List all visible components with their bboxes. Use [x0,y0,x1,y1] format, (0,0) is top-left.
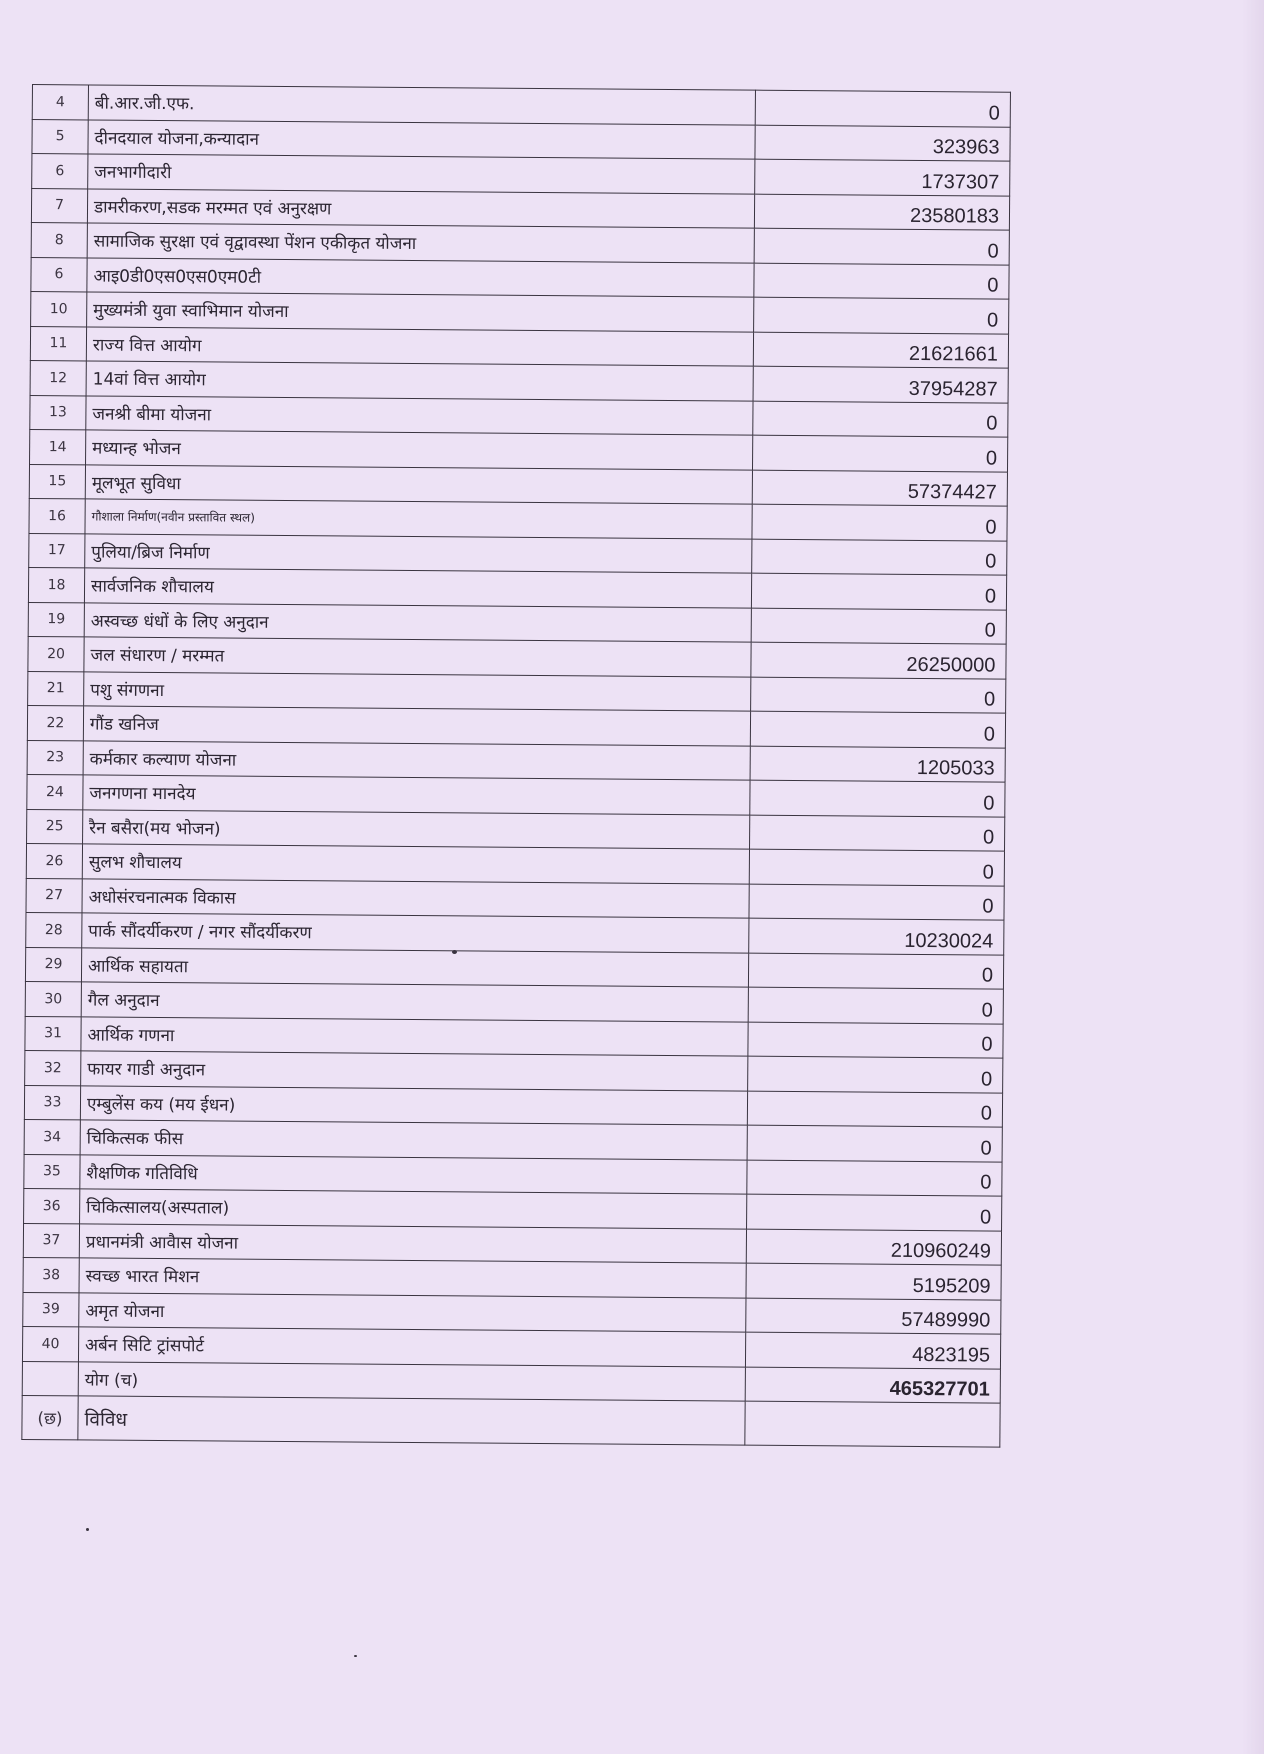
row-amount: 0 [753,401,1008,438]
row-scheme-name: आइ0डी0एस0एस0एम0टी [87,257,754,297]
row-amount: 210960249 [746,1229,1001,1266]
row-scheme-name: दीनदयाल योजना,कन्यादान [88,119,755,159]
row-serial: 17 [29,533,85,568]
row-serial: 40 [22,1326,78,1361]
row-scheme-name: मुख्यमंत्री युवा स्वाभिमान योजना [87,292,754,332]
row-scheme-name: 14वां वित्त आयोग [86,361,753,401]
row-scheme-name: एम्बुलेंस कय (मय ईधन) [80,1085,747,1125]
row-amount: 0 [748,953,1003,990]
row-serial: 6 [32,154,88,189]
row-amount: 0 [751,608,1006,645]
row-amount: 0 [749,849,1004,886]
row-scheme-name: गैल अनुदान [81,982,748,1022]
row-scheme-name: पुलिया/ब्रिज निर्माण [85,533,752,573]
row-scheme-name: चिकित्सक फीस [80,1120,747,1160]
row-amount: 0 [755,90,1010,127]
row-amount: 5195209 [746,1263,1001,1300]
row-serial: 5 [32,119,88,154]
row-serial: 25 [27,809,83,844]
row-amount: 0 [749,884,1004,921]
row-scheme-name: गौशाला निर्माण(नवीन प्रस्तावित स्थल) [85,499,752,539]
row-amount: 23580183 [754,194,1009,231]
row-scheme-name: अधोसंरचनात्मक विकास [82,878,749,918]
row-serial: 15 [29,464,85,499]
row-amount: 21621661 [753,332,1008,369]
row-scheme-name: रैन बसैरा(मय भोजन) [83,809,750,849]
row-serial: 14 [30,429,86,464]
row-scheme-name: आर्थिक सहायता [81,947,748,987]
row-scheme-name: मूलभूत सुविधा [85,464,752,504]
row-serial: 28 [26,912,82,947]
row-amount: 1737307 [755,159,1010,196]
total-serial [22,1361,78,1396]
row-serial: 39 [23,1292,79,1327]
row-scheme-name: अमृत योजना [79,1292,746,1332]
row-scheme-name: गौंड खनिज [83,706,750,746]
row-amount: 0 [748,1022,1003,1059]
row-serial: 23 [27,740,83,775]
table-body [22,85,1011,1448]
row-amount: 0 [751,677,1006,714]
row-serial: 37 [23,1223,79,1258]
row-serial: 8 [31,222,87,257]
row-serial: 38 [23,1257,79,1292]
row-scheme-name: जनश्री बीमा योजना [86,395,753,435]
row-scheme-name: सार्वजनिक शौचालय [84,568,751,608]
total-label: योग (च) [78,1361,745,1401]
row-serial: 12 [30,360,86,395]
row-scheme-name: जनभागीदारी [88,154,755,194]
row-scheme-name: जनगणना मानदेय [83,775,750,815]
row-amount: 10230024 [749,918,1004,955]
row-scheme-name: अस्वच्छ धंधों के लिए अनुदान [84,602,751,642]
row-amount: 0 [754,228,1009,265]
row-amount: 57374427 [752,470,1007,507]
scan-speck [354,1655,357,1657]
row-amount: 0 [752,504,1007,541]
row-scheme-name: फायर गाडी अनुदान [81,1051,748,1091]
row-serial: 6 [31,257,87,292]
row-amount: 0 [748,1056,1003,1093]
row-serial: 31 [25,1016,81,1051]
row-amount: 0 [751,573,1006,610]
row-serial: 4 [32,85,88,120]
row-amount: 0 [747,1125,1002,1162]
row-scheme-name: मध्यान्ह भोजन [86,430,753,470]
row-amount: 26250000 [751,642,1006,679]
row-serial: 32 [25,1050,81,1085]
misc-serial: (छ) [22,1395,78,1439]
row-scheme-name: शैक्षणिक गतिविधि [80,1154,747,1194]
row-amount: 0 [747,1091,1002,1128]
row-serial: 24 [27,774,83,809]
row-serial: 27 [26,878,82,913]
row-scheme-name: स्वच्छ भारत मिशन [79,1258,746,1298]
misc-amount [745,1401,1000,1447]
row-serial: 29 [25,947,81,982]
misc-row [22,1395,1000,1447]
row-serial: 19 [28,602,84,637]
scheme-amount-table [21,84,1011,1448]
row-amount: 0 [750,815,1005,852]
scan-speck [452,950,457,954]
row-scheme-name: डामरीकरण,सडक मरम्मत एवं अनुरक्षण [87,188,754,228]
row-serial: 16 [29,498,85,533]
row-amount: 1205033 [750,746,1005,783]
row-amount: 37954287 [753,366,1008,403]
misc-label: विविध [78,1396,745,1445]
row-scheme-name: आर्थिक गणना [81,1016,748,1056]
row-scheme-name: जल संधारण / मरम्मत [84,637,751,677]
row-serial: 13 [30,395,86,430]
row-scheme-name: चिकित्सालय(अस्पताल) [80,1189,747,1229]
row-scheme-name: राज्य वित्त आयोग [86,326,753,366]
row-amount: 0 [747,1160,1002,1197]
row-amount: 323963 [755,125,1010,162]
row-serial: 10 [31,291,87,326]
row-amount: 4823195 [745,1332,1000,1369]
row-serial: 30 [25,981,81,1016]
row-scheme-name: सामाजिक सुरक्षा एवं वृद्वावस्था पेंशन एकीकृत योजना [87,223,754,263]
row-serial: 11 [30,326,86,361]
row-amount: 0 [747,1194,1002,1231]
row-serial: 22 [27,705,83,740]
row-amount: 57489990 [746,1298,1001,1335]
row-serial: 36 [24,1188,80,1223]
row-amount: 0 [754,297,1009,334]
row-scheme-name: सुलभ शौचालय [82,844,749,884]
scan-speck [86,1528,89,1531]
row-amount: 0 [752,435,1007,472]
total-amount: 465327701 [745,1367,1000,1404]
row-scheme-name: पशु संगणना [84,671,751,711]
row-serial: 18 [28,567,84,602]
row-scheme-name: बी.आर.जी.एफ. [88,85,755,125]
row-amount: 0 [752,539,1007,576]
row-scheme-name: अर्बन सिटि ट्रांसपोर्ट [78,1327,745,1367]
row-amount: 0 [748,987,1003,1024]
row-scheme-name: पार्क सौंदर्यीकरण / नगर सौंदर्यीकरण [82,913,749,953]
row-scheme-name: प्रधानमंत्री आवैास योजना [79,1223,746,1263]
row-scheme-name: कर्मकार कल्याण योजना [83,740,750,780]
row-serial: 34 [24,1119,80,1154]
row-amount: 0 [750,711,1005,748]
row-serial: 26 [26,843,82,878]
row-serial: 20 [28,636,84,671]
page-edge-shadow [1242,0,1264,1754]
row-amount: 0 [754,263,1009,300]
row-serial: 35 [24,1154,80,1189]
row-serial: 7 [31,188,87,223]
row-amount: 0 [750,780,1005,817]
row-serial: 33 [24,1085,80,1120]
row-serial: 21 [28,671,84,706]
